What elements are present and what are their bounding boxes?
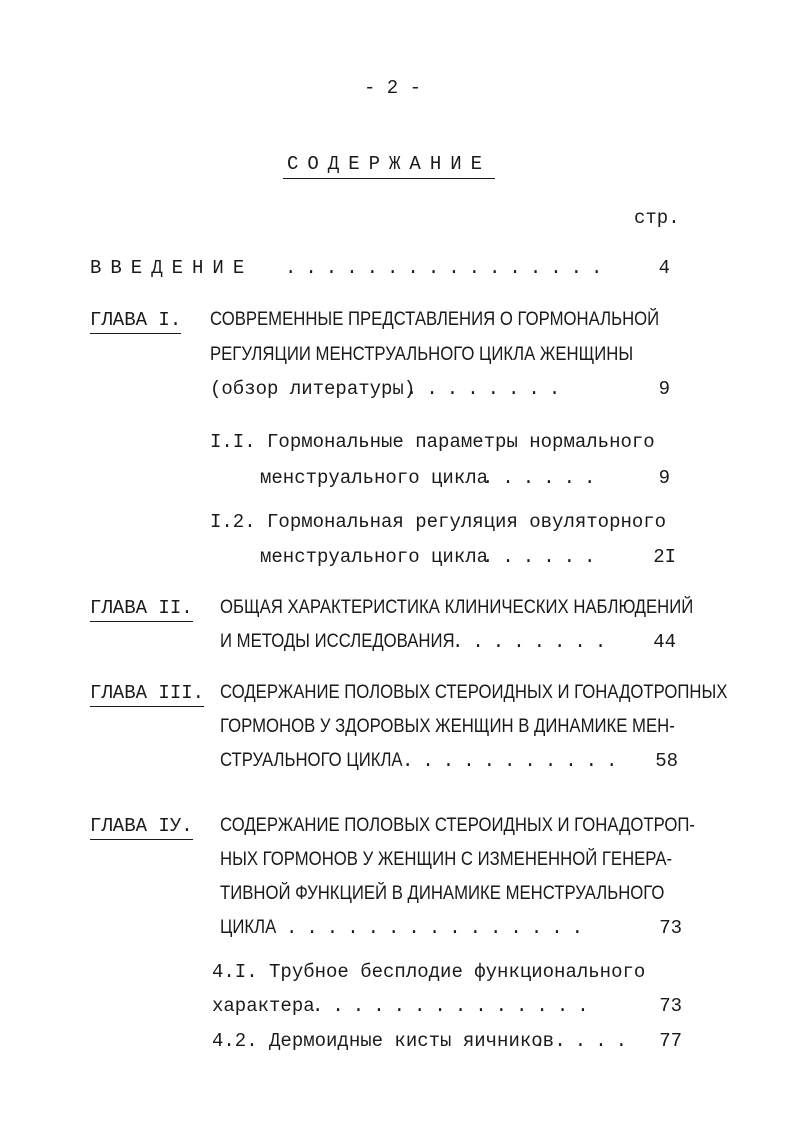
chapter-3-title-line-2: ГОРМОНОВ У ЗДОРОВЫХ ЖЕНЩИН В ДИНАМИКЕ МЕН- — [220, 716, 675, 737]
chapter-4-title-line-2: НЫХ ГОРМОНОВ У ЖЕНЩИН С ИЗМЕНЕННОЙ ГЕНЕРА- — [220, 849, 673, 870]
dot-leader: ........ — [452, 631, 616, 653]
dot-leader: ............... — [286, 917, 593, 939]
dot-leader: ........... — [402, 750, 627, 772]
intro-label: ВВЕДЕНИЕ — [90, 257, 254, 279]
chapter-1-page: 9 — [658, 378, 670, 400]
section-4-1-line-1: 4.I. Трубное бесплодие функционального — [212, 961, 646, 983]
chapter-3-label: ГЛАВА III. — [90, 681, 204, 707]
chapter-4-title-line-4: ЦИКЛА — [220, 917, 277, 938]
chapter-4-title-line-1: СОДЕРЖАНИЕ ПОЛОВЫХ СТЕРОИДНЫХ И ГОНАДОТРОП- — [220, 815, 696, 836]
chapter-2-label: ГЛАВА II. — [90, 596, 193, 622]
section-1-1-page: 9 — [658, 467, 670, 489]
dot-leader: ..... — [534, 1030, 637, 1052]
chapter-4-label: ГЛАВА IУ. — [90, 814, 193, 840]
chapter-4-page: 73 — [659, 917, 682, 939]
section-4-2-line-1: 4.2. Дермоидные кисты яичников — [212, 1030, 555, 1052]
section-4-1-page: 73 — [659, 995, 682, 1017]
chapter-2-page: 44 — [653, 631, 676, 653]
section-1-1-line-2: менструального цикла — [260, 467, 489, 489]
chapter-1-title-line-3: (обзор литературы) — [210, 378, 416, 400]
page-number: - 2 - — [364, 77, 422, 99]
chapter-2-title-line-2: И МЕТОДЫ ИССЛЕДОВАНИЯ — [220, 631, 455, 652]
chapter-1-title-line-1: СОВРЕМЕННЫЕ ПРЕДСТАВЛЕНИЯ О ГОРМОНАЛЬНОЙ — [210, 309, 660, 330]
intro-page: 4 — [658, 257, 670, 279]
dot-leader: ...... — [482, 467, 605, 489]
chapter-3-title-line-1: СОДЕРЖАНИЕ ПОЛОВЫХ СТЕРОИДНЫХ И ГОНАДОТРОПНЫХ — [220, 682, 728, 703]
section-1-2-page: 2I — [653, 546, 676, 568]
chapter-2-title-line-1: ОБЩАЯ ХАРАКТЕРИСТИКА КЛИНИЧЕСКИХ НАБЛЮДЕНИЙ — [220, 597, 694, 618]
chapter-1-title-line-2: РЕГУЛЯЦИИ МЕНСТРУАЛЬНОГО ЦИКЛА ЖЕНЩИНЫ — [210, 344, 634, 365]
dot-leader: .............. — [312, 995, 598, 1017]
section-1-2-line-1: I.2. Гормональная регуляция овуляторного — [210, 511, 667, 533]
page-column-label: стр. — [634, 207, 680, 229]
chapter-3-title-line-3: СТРУАЛЬНОГО ЦИКЛА — [220, 750, 403, 771]
dot-leader: ........ — [406, 378, 570, 400]
section-1-2-line-2: менструального цикла — [260, 546, 489, 568]
chapter-3-page: 58 — [655, 750, 678, 772]
section-4-2-page: 77 — [659, 1030, 682, 1052]
page-title: СОДЕРЖАНИЕ — [283, 152, 495, 179]
chapter-1-label: ГЛАВА I. — [90, 308, 181, 334]
chapter-4-title-line-3: ТИВНОЙ ФУНКЦИЕЙ В ДИНАМИКЕ МЕНСТРУАЛЬНОГО — [220, 883, 665, 904]
section-4-1-line-2: характера — [212, 995, 315, 1017]
dot-leader: ................ — [285, 257, 612, 279]
dot-leader: ...... — [482, 546, 605, 568]
section-1-1-line-1: I.I. Гормональные параметры нормального — [210, 431, 655, 453]
